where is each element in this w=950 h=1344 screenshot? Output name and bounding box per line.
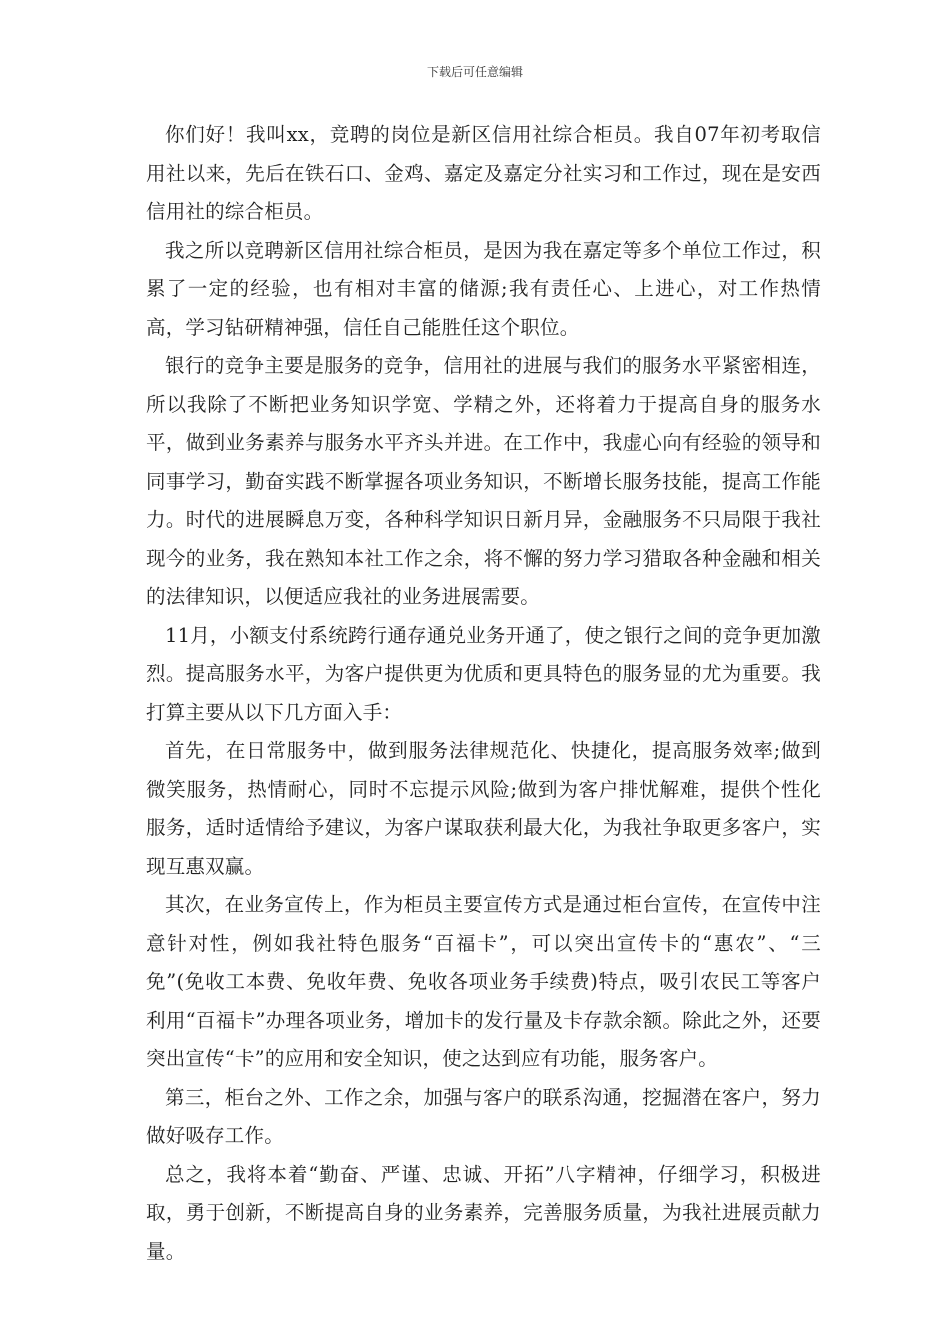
paragraph-service-competition: 银行的竞争主要是服务的竞争，信用社的进展与我们的服务水平紧密相连，所以我除了不断把业务知识学宽、学精之外，还将着力于提高自身的服务水平，做到业务素养与服务水平齐头并进。在工作中，我虚心向有经验的领导和同事学习，勤奋实践不断掌握各项业务知识，不断增长服务技能，提高工作能力。时代的进展瞬息万变，各种科学知识日新月异，金融服务不只局限于我社现今的业务，我在熟知本社工作之余，将不懈的努力学习猎取各种金融和相关的法律知识，以便适应我社的业务进展需要。 [146, 354, 821, 608]
paragraph-introduction: 你们好！我叫xx，竞聘的岗位是新区信用社综合柜员。我自07年初考取信用社以来，先后在铁石口、金鸡、嘉定及嘉定分社实习和工作过，现在是安西信用社的综合柜员。 [146, 123, 821, 223]
paragraph-conclusion: 总之，我将本着“勤奋、严谨、忠诚、开拓”八字精神，仔细学习，积极进取，勇于创新，不断提高自身的业务素养，完善服务质量，为我社进展贡献力量。 [146, 1162, 821, 1263]
document-body [146, 116, 821, 1271]
paragraph-payment-system: 11月，小额支付系统跨行通存通兑业务开通了，使之银行之间的竞争更加激烈。提高服务水平，为客户提供更为优质和更具特色的服务显的尤为重要。我打算主要从以下几方面入手： [146, 623, 821, 724]
paragraph-second: 其次，在业务宣传上，作为柜员主要宣传方式是通过柜台宣传，在宣传中注意针对性，例如我社特色服务“百福卡”，可以突出宣传卡的“惠农”、“三免”(免收工本费、免收年费、免收各项业务手续费)特点，吸引农民工等客户利用“百福卡”办理各项业务，增加卡的发行量及卡存款余额。除此之外，还要突出宣传“卡”的应用和安全知识，使之达到应有功能，服务客户。 [146, 893, 821, 1070]
paragraph-third: 第三，柜台之外、工作之余，加强与客户的联系沟通，挖掘潜在客户，努力做好吸存工作。 [146, 1085, 821, 1147]
paragraph-first: 首先，在日常服务中，做到服务法律规范化、快捷化，提高服务效率;做到微笑服务，热情耐心，同时不忘提示风险;做到为客户排忧解难，提供个性化服务，适时适情给予建议，为客户谋取获利最大化，为我社争取更多客户，实现互惠双赢。 [146, 739, 821, 878]
page-header: 下载后可任意编辑 [426, 65, 523, 79]
paragraph-reasons: 我之所以竞聘新区信用社综合柜员，是因为我在嘉定等多个单位工作过，积累了一定的经验，也有相对丰富的储源;我有责任心、上进心，对工作热情高，学习钻研精神强，信任自己能胜任这个职位。 [146, 238, 821, 339]
